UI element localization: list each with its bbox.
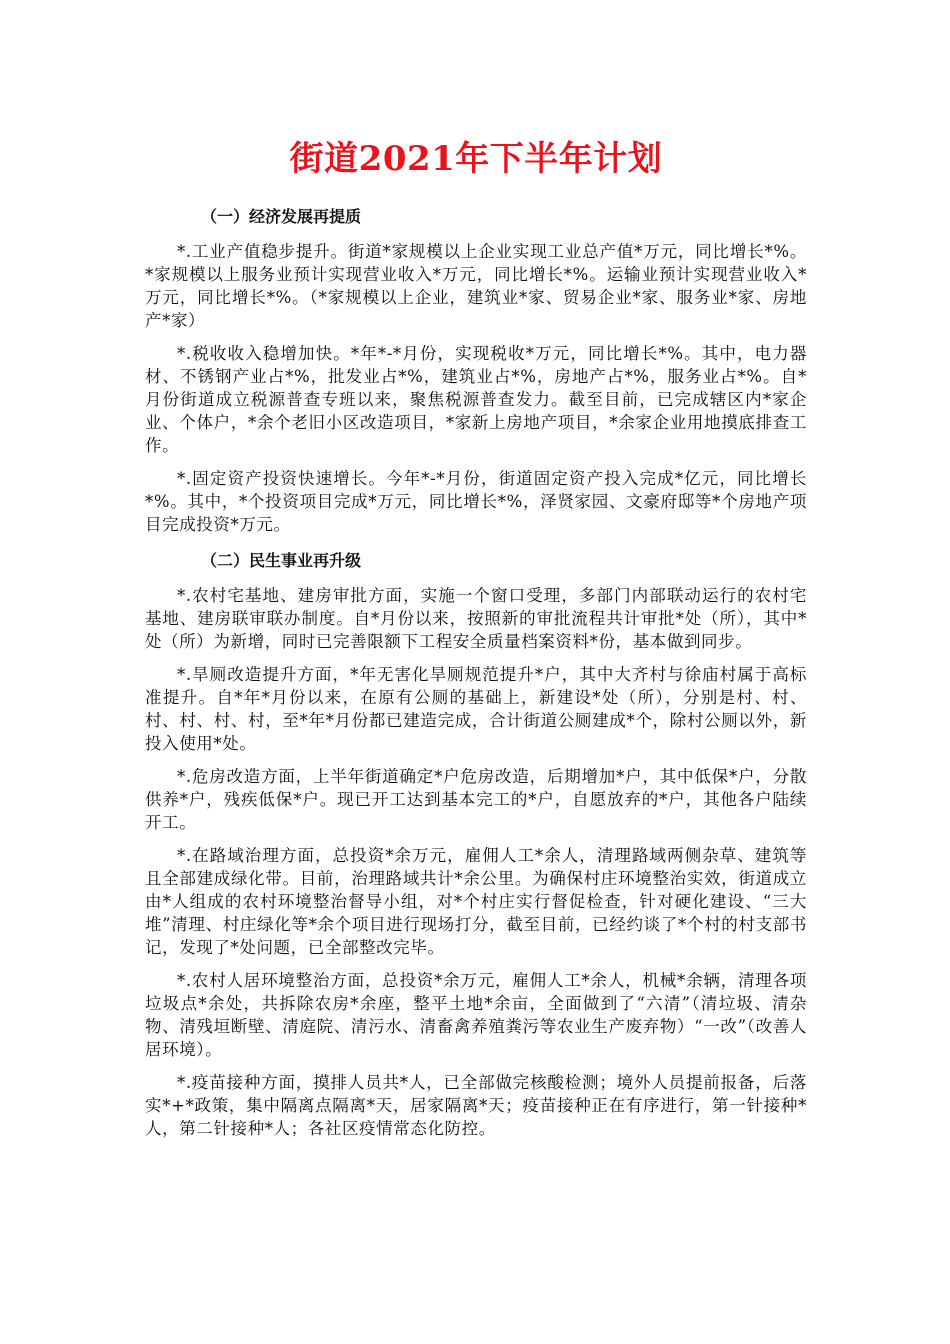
paragraph-rural-environment: *.农村人居环境整治方面，总投资*余万元，雇佣人工*余人，机械*余辆，清理各项垃圾点*余处，共拆除农房*余座，整平土地*余亩，全面做到了“六清”（清垃圾、清杂物、清残垣断壁、清庭院、清污水、清畜禽养殖粪污等农业生产废弃物）“一改”（改善人居环境）。 — [145, 971, 807, 1059]
paragraph-dilapidated-housing: *.危房改造方面，上半年街道确定*户危房改造，后期增加*户，其中低保*户，分散供养*户，残疾低保*户。现已开工达到基本完工的*户，自愿放弃的*户，其他各户陆续开工。 — [145, 767, 807, 832]
document-title: 街道2021年下半年计划 — [289, 139, 663, 179]
section-heading: （二）民生事业再升级 — [201, 551, 362, 570]
paragraph-vaccination: *.疫苗接种方面，摸排人员共*人，已全部做完核酸检测；境外人员提前报备，后落实*+*政策，集中隔离点隔离*天，居家隔离*天；疫苗接种正在有序进行，第一针接种*人，第二针接种*人；各社区疫情常态化防控。 — [145, 1073, 807, 1138]
paragraph-homestead-approval: *.农村宅基地、建房审批方面，实施一个窗口受理，多部门内部联动运行的农村宅基地、建房联审联办制度。自*月份以来，按照新的审批流程共计审批*处（所），其中*处（所）为新增，同时已完善限额下工程安全质量档案资料*份，基本做到同步。 — [145, 586, 807, 651]
paragraph-industrial-output: *.工业产值稳步提升。街道*家规模以上企业实现工业总产值*万元，同比增长*%。*家规模以上服务业预计实现营业收入*万元，同比增长*%。运输业预计实现营业收入*万元，同比增长*%。（*家规模以上企业，建筑业*家、贸易企业*家、服务业*家、房地产*家） — [145, 242, 807, 330]
paragraph-tax-revenue: *.税收收入稳增加快。*年*-*月份，实现税收*万元，同比增长*%。其中，电力器材、不锈钢产业占*%，批发业占*%，建筑业占*%，房地产占*%，服务业占*%。自*月份街道成立税源普查专班以来，聚焦税源普查发力。截至目前，已完成辖区内*家企业、个体户，*余个老旧小区改造项目，*家新上房地产项目，*余家企业用地摸底排查工作。 — [145, 344, 807, 455]
section-livelihood — [145, 546, 807, 1140]
section-heading: （一）经济发展再提质 — [201, 207, 362, 226]
paragraph-toilet-renovation: *.旱厕改造提升方面，*年无害化旱厕规范提升*户，其中大齐村与徐庙村属于高标准提升。自*年*月份以来，在原有公厕的基础上，新建设*处（所），分别是村、村、村、村、村、村，至*年*月份都已建造完成，合计街道公厕建成*个，除村公厕以外，新投入使用*处。 — [145, 665, 807, 753]
paragraph-road-governance: *.在路域治理方面，总投资*余万元，雇佣人工*余人，清理路域两侧杂草、建筑等且全部建成绿化带。目前，治理路域共计*余公里。为确保村庄环境整治实效，街道成立由*人组成的农村环境整治督导小组，对*个村庄实行督促检查，针对硬化建设、“三大堆”清理、村庄绿化等*余个项目进行现场打分，截至目前，已经约谈了*个村的村支部书记，发现了*处问题，已全部整改完毕。 — [145, 846, 807, 957]
document-page — [145, 132, 807, 1150]
section-economy — [145, 202, 807, 536]
paragraph-fixed-asset-investment: *.固定资产投资快速增长。今年*-*月份，街道固定资产投入完成*亿元，同比增长*%。其中，*个投资项目完成*万元，同比增长*%，泽贤家园、文豪府邸等*个房地产项目完成投资*万元。 — [145, 469, 807, 534]
